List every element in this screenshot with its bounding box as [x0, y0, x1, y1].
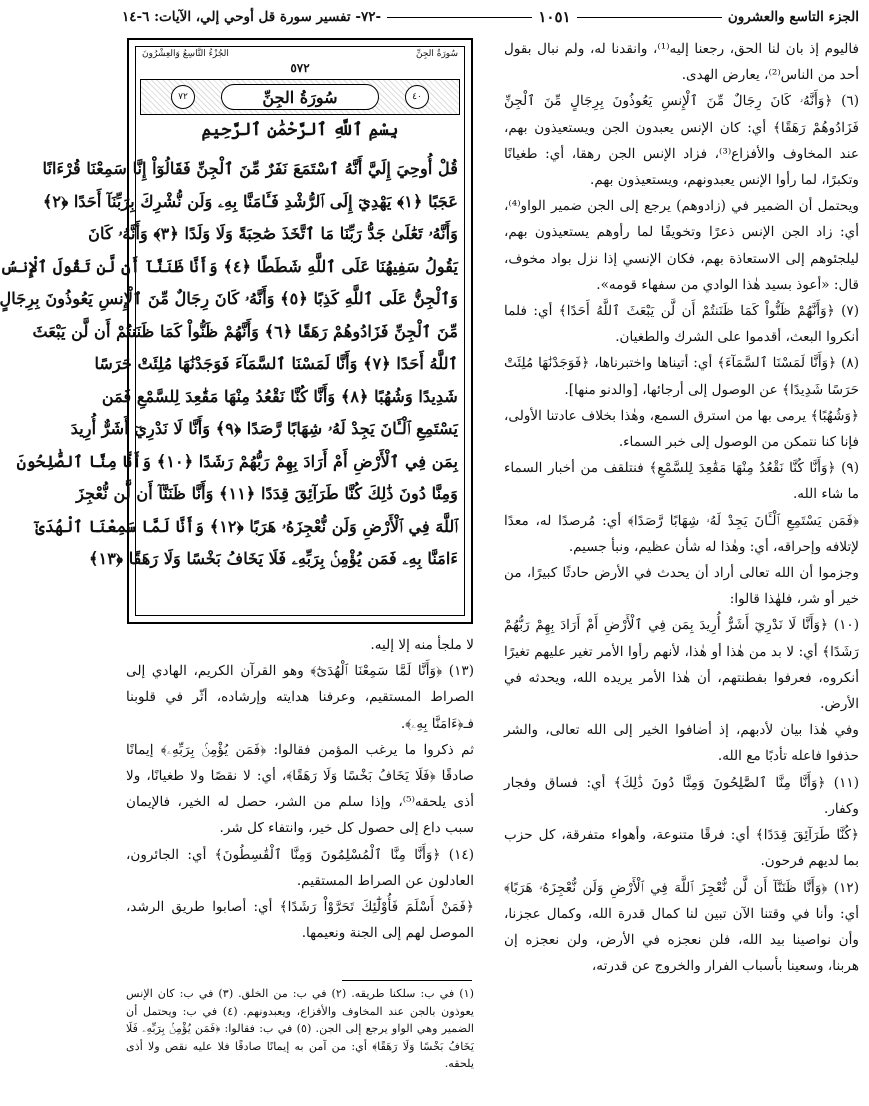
mushaf-page-frame: [0, 38, 473, 624]
footnote-text: (١) في ب: سلكنا طريقه. (٢) في ب: من الخلق. (٣) في ب: كان الإنس يعوذون بالجن عند المخاوف والأفزاع، ويعبدونهم. (٤) في ب: ويحتمل أن الضمير وهي الواو يرجع إلى الجن. (٥) في ب: فقالوا: ﴿فَمَن يُؤْمِنۢ بِرَبِّهِۦ فَلَا يَخَافُ بَخْسًا وَلَا رَهَقًا﴾ أي: من آمن به إيمانًا صادقًا فلا عليه نقص ولا أذى يلحقه.: [126, 987, 474, 1071]
header-rule-left: [387, 17, 532, 18]
paragraph: (٨) ﴿وَأَنَّا لَمَسْنَا ٱلسَّمَآءَ﴾ أي: أتيناها واختبرناها، ﴿فَوَجَدْنَٰهَا مُلِئَتْ حَرَسًا شَدِيدًا﴾ عن الوصول إلى أرجائها، [والدنو منها].: [504, 355, 859, 398]
mushaf-line: شَدِيدًا وَشُهُبًا ﴿٨﴾ وَأَنَّا كُنَّا نَقْعُدُ مِنْهَا مَقَٰعِدَ لِلسَّمْعِ فَمَن: [101, 386, 458, 406]
paragraph: (٦) ﴿وَأَنَّهُۥ كَانَ رِجَالٌ مِّنَ ٱلْإِنسِ يَعُوذُونَ بِرِجَالٍ مِّنَ ٱلْجِنِّ فَزَادُوهُمْ رَهَقًا﴾ أي: كان الإنس يعبدون الجن ويستعيذون بهم، عند المخاوف والأفزاع⁽³⁾، فزاد الإنس الجن رهقا، أي: طغيانًا وتكبرًا، لما رأوا الإنس يعبدونهم، ويستعيذون بهم.: [504, 93, 859, 189]
surah-banner: [140, 79, 460, 115]
paragraph: (١١) ﴿وَأَنَّا مِنَّا ٱلصَّٰلِحُونَ وَمِنَّا دُونَ ذَٰلِكَ﴾ أي: فساق وفجار وكفار.: [504, 774, 859, 817]
mushaf-line: يَقُولُ سَفِيهُنَا عَلَى ٱللَّهِ شَطَطًا ﴿٤﴾ وَأَنَّا ظَنَنَّآ أَن لَّن تَقُولَ ٱلْإِنسُ: [0, 256, 458, 276]
paragraph: (١٠) ﴿وَأَنَّا لَا نَدْرِيٓ أَشَرٌّ أُرِيدَ بِمَن فِي ٱلْأَرْضِ أَمْ أَرَادَ بِهِمْ رَبُّهُمْ رَشَدًا﴾ أي: لا بد من هٰذا أو هٰذا، لأنهم رأوا الأمر تغير عليهم تغيرًا أنكروه، فعرفوا بفطنتهم، أن هٰذا الأمر يريده الله، ويحدثه في الأرض.: [504, 617, 859, 713]
mushaf-line: وَأَنَّهُۥ تَعَٰلَىٰ جَدُّ رَبِّنَا مَا ٱتَّخَذَ صَٰحِبَةً وَلَا وَلَدًا ﴿٣﴾ وَأَنَّهُۥ كَانَ: [88, 224, 458, 243]
paragraph: ﴿كُنَّا طَرَآئِقَ قِدَدًا﴾ أي: فرقًا متنوعة، وأهواء متفرقة، كل حزب بما لديهم فرحون.: [504, 827, 859, 870]
mushaf-page-number: ٥٧٢: [290, 61, 310, 75]
part-label: الجزء التاسع والعشرون: [727, 9, 859, 25]
paragraph: ويحتمل أن الضمير في (زادوهم) يرجع إلى الجن ضمير الواو⁽⁴⁾، أي: زاد الجن الإنس ذعرًا وتخويفًا لما رأوهم يستعيذون بهم، ليلجئوهم إلى الاستعاذة بهم، فكان الإنسي إذا نزل بواد مخوف، قال: «أعوذ بسيد هٰذا الوادي من سفهاء قومه».: [504, 198, 859, 293]
surah-title: سُورَةُ الجِنِّ: [221, 84, 379, 110]
paragraph: ثم ذكروا ما يرغب المؤمن فقالوا: ﴿فَمَن يُؤْمِنۢ بِرَبِّهِۦ﴾ إيمانًا صادقًا ﴿فَلَا يَخَافُ بَخْسًا وَلَا رَهَقًا﴾، أي: لا نقصًا ولا طغيانًا، ولا أذى يلحقه⁽⁵⁾، وإذا سلم من الشر، حصل له الخير، فالإيمان سبب داع إلى حصول كل خير، وانتفاء كل شر.: [126, 741, 474, 837]
surah-info: -٧٢- تفسير سورة قل أوحي إلي، الآيات: ٦-١٤: [121, 9, 382, 25]
mushaf-line: ٱللَّهَ فِي ٱلْأَرْضِ وَلَن نُّعْجِزَهُۥ هَرَبًا ﴿١٢﴾ وَأَنَّا لَمَّا سَمِعْنَا ٱلْهُدَىٰٓ: [35, 516, 458, 536]
footnotes: [126, 985, 474, 1073]
paragraph: وجزموا أن الله تعالى أراد أن يحدث في الأرض حادثًا كبيرًا، من خير أو شر، فلهٰذا قالوا:: [504, 565, 859, 608]
paragraph: ﴿وَشُهُبًا﴾ يرمى بها من استرق السمع، وهٰذا بخلاف عادتنا الأولى، فإنا كنا نتمكن من الوصول إلى خبر السماء.: [504, 407, 859, 451]
ayah-count-badge: ٤٠: [405, 85, 429, 109]
mushaf-line: قُلْ أُوحِيَ إِلَيَّ أَنَّهُ ٱسْتَمَعَ نَفَرٌ مِّنَ ٱلْجِنِّ فَقَالُوٓاْ إِنَّا سَمِعْنَا قُرْءَانًا: [42, 159, 458, 178]
mushaf-line: عَجَبًا ﴿١﴾ يَهْدِيٓ إِلَى ٱلرُّشْدِ فَـَٔامَنَّا بِهِۦ وَلَن نُّشْرِكَ بِرَبِّنَآ أَحَدًا ﴿٢﴾: [42, 191, 458, 211]
paragraph: ﴿فَمَنْ أَسْلَمَ فَأُوْلَٰٓئِكَ تَحَرَّوْاْ رَشَدًا﴾ أي: أصابوا طريق الرشد، الموصل لهم إلى الجنة ونعيمها.: [126, 899, 474, 942]
mushaf-line: مِّنَ ٱلْجِنِّ فَزَادُوهُمْ رَهَقًا ﴿٦﴾ وَأَنَّهُمْ ظَنُّواْ كَمَا ظَنَنتُمْ أَن لَّن يَبْعَثَ: [32, 321, 458, 341]
mushaf-top-labels: [142, 49, 458, 61]
mushaf-line: يَسْتَمِعِ ٱلْـَٔانَ يَجِدْ لَهُۥ شِهَابًا رَّصَدًا ﴿٩﴾ وَأَنَّا لَا نَدْرِيٓ أَشَرٌّ أُرِيدَ: [70, 419, 458, 438]
page-number: ١٠٥١: [538, 8, 571, 26]
mushaf-surah-label: سُورَةُ الجِنِّ: [415, 49, 458, 59]
mushaf-juz-label: الجُزْءُ التَّاسِعُ وَالعِشْرُونَ: [142, 49, 229, 59]
paragraph: (٧) ﴿وَأَنَّهُمْ ظَنُّواْ كَمَا ظَنَنتُمْ أَن لَّن يَبْعَثَ ٱللَّهُ أَحَدًا﴾ أي: فلما أنكروا البعث، أقدموا على الشرك والطغيان.: [504, 303, 859, 346]
mushaf-line: بِمَن فِي ٱلْأَرْضِ أَمْ أَرَادَ بِهِمْ رَبُّهُمْ رَشَدًا ﴿١٠﴾ وَأَنَّا مِنَّا ٱلصَّٰلِحُونَ: [16, 451, 458, 471]
paragraph: (١٤) ﴿وَأَنَّا مِنَّا ٱلْمُسْلِمُونَ وَمِنَّا ٱلْقَٰسِطُونَ﴾ أي: الجائرون، العادلون عن الصراط المستقيم.: [126, 846, 474, 889]
paragraph: وفي هٰذا بيان لأدبهم، إذ أضافوا الخير إلى الله تعالى، والشر حذفوا فاعله تأدبًا مع الله.: [504, 722, 859, 765]
paragraph: (١٣) ﴿وَأَنَّا لَمَّا سَمِعْنَا ٱلْهُدَىٰٓ﴾ وهو القرآن الكريم، الهادي إلى الصراط المستقيم، وعرفنا هدايته وإرشاده، أثّر في قلوبنا فـ﴿ءَامَنَّا بِهِۦ﴾.: [126, 663, 474, 732]
paragraph: (١٢) ﴿وَأَنَّا ظَنَنَّآ أَن لَّن نُّعْجِزَ ٱللَّهَ فِي ٱلْأَرْضِ وَلَن نُّعْجِزَهُۥ هَرَبًا﴾ أي: وأنا في وقتنا الآن تبين لنا كمال قدرة الله، وكمال عجزنا، وأن نواصينا بيد الله، فلن نعجزه في الأرض، ولن نعجزه إن هربنا، وسعينا بأسباب الفرار والخروج عن قدرته،: [504, 879, 859, 975]
paragraph: فاليوم إذ بان لنا الحق، رجعنا إليه⁽¹⁾، وانقدنا له، ولم نبال بقول أحد من الناس⁽²⁾، يعارض الهدى.: [504, 41, 859, 84]
mushaf-text: [0, 153, 458, 576]
mushaf-line: وَمِنَّا دُونَ ذَٰلِكَ كُنَّا طَرَآئِقَ قِدَدًا ﴿١١﴾ وَأَنَّا ظَنَنَّآ أَن لَّن نُّعْجِزَ: [76, 484, 458, 503]
page-header: [122, 4, 859, 30]
header-rule-right: [577, 17, 722, 18]
paragraph: لا ملجأ منه إلا إليه.: [370, 637, 474, 653]
left-column: [126, 632, 474, 946]
right-column: [504, 36, 859, 979]
mushaf-line: وَٱلْجِنُّ عَلَى ٱللَّهِ كَذِبًا ﴿٥﴾ وَأَنَّهُۥ كَانَ رِجَالٌ مِّنَ ٱلْإِنسِ يَعُوذُونَ بِرِجَالٍ: [0, 289, 458, 308]
paragraph: (٩) ﴿وَأَنَّا كُنَّا نَقْعُدُ مِنْهَا مَقَٰعِدَ لِلسَّمْعِ﴾ فنتلقف من أخبار السماء ما شاء الله.: [504, 460, 859, 503]
mushaf-line: ءَامَنَّا بِهِۦ فَمَن يُؤْمِنۢ بِرَبِّهِۦ فَلَا يَخَافُ بَخْسًا وَلَا رَهَقًا ﴿١٣﴾: [89, 549, 458, 568]
mushaf-line: ٱللَّهُ أَحَدًا ﴿٧﴾ وَأَنَّا لَمَسْنَا ٱلسَّمَآءَ فَوَجَدْنَٰهَا مُلِئَتْ حَرَسًا: [94, 354, 458, 373]
surah-number-badge: ٧٢: [171, 85, 195, 109]
paragraph: ﴿فَمَن يَسْتَمِعِ ٱلْـَٔانَ يَجِدْ لَهُۥ شِهَابًا رَّصَدًا﴾ أي: مُرصدًا له، معدًا لإتلافه وإحراقه، أي: وهٰذا له شأن عظيم، ونبأ جسيم.: [504, 512, 859, 555]
basmala: بِسْمِ ٱللَّهِ ٱلرَّحْمَٰنِ ٱلرَّحِيمِ: [201, 120, 399, 140]
mushaf-inner-border: [0, 46, 465, 616]
footnote-divider: [342, 980, 472, 981]
